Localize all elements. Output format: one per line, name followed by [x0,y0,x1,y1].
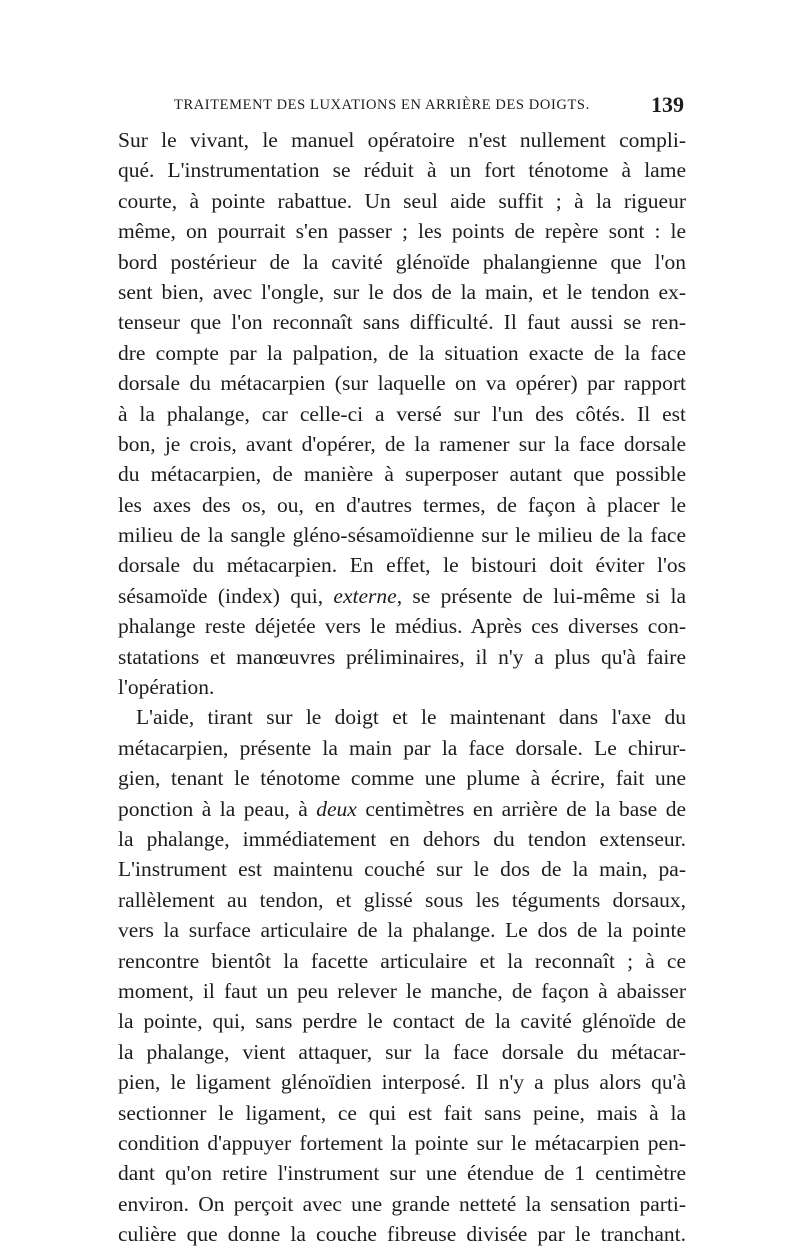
text-line [118,581,686,611]
text-line: tenseur que l'on reconnaît sans difficulté. Il faut aussi se ren- [118,310,686,335]
text-line: moment, il faut un peu relever le manche, de façon à abaisser [118,978,686,1003]
text-line: qué. L'instrumentation se réduit à un fort ténotome à lame [118,158,686,183]
running-title: TRAITEMENT DES LUXATIONS EN ARRIÈRE DES DOIGTS. [174,97,590,113]
text-line: à la phalange, car celle-ci a versé sur l'un des côtés. Il est [118,401,686,426]
text-segment: ponction à la peau, à [118,796,317,821]
paragraph-start-line: L'aide, tirant sur le doigt et le maintenant dans l'axe du [136,705,686,730]
text-line: bon, je crois, avant d'opérer, de la ramener sur la face dorsale [118,431,686,456]
text-line: condition d'appuyer fortement la pointe sur le métacarpien pen- [118,1130,686,1155]
text-line: bord postérieur de la cavité glénoïde phalangienne que l'on [118,249,686,274]
paragraph-end-line: l'opération. [118,675,215,700]
text-line: Sur le vivant, le manuel opératoire n'est nullement compli- [118,128,686,152]
body-text [118,125,686,1249]
text-line: vers la surface articulaire de la phalange. Le dos de la pointe [118,918,686,943]
text-line: sectionner le ligament, ce qui est fait sans peine, mais à la [118,1100,686,1125]
text-segment: centimètres en arrière de la base de [356,796,686,821]
text-line: les axes des os, ou, en d'autres termes, de façon à placer le [118,492,686,517]
text-line: dant qu'on retire l'instrument sur une étendue de 1 centimètre [118,1161,686,1186]
text-line: courte, à pointe rabattue. Un seul aide suffit ; à la rigueur [118,188,686,213]
text-line: la phalange, vient attaquer, sur la face dorsale du métacar- [118,1039,686,1064]
text-line [118,794,686,824]
text-line: sent bien, avec l'ongle, sur le dos de la main, et le tendon ex- [118,279,686,304]
text-line: culière que donne la couche fibreuse divisée par le tranchant. [118,1222,686,1247]
text-line: milieu de la sangle gléno-sésamoïdienne sur le milieu de la face [118,523,686,548]
text-line: environ. On perçoit avec une grande netteté la sensation parti- [118,1191,686,1216]
text-segment: , se présente de lui-même si la [396,583,686,608]
text-line: la pointe, qui, sans perdre le contact de la cavité glénoïde de [118,1009,686,1034]
italic-word: externe [333,583,397,608]
text-line: statations et manœuvres préliminaires, il n'y a plus qu'à faire [118,644,686,669]
text-segment: sésamoïde (index) qui, [118,583,334,608]
text-line: dre compte par la palpation, de la situation exacte de la face [118,340,686,365]
page-number: 139 [651,92,684,117]
text-line: la phalange, immédiatement en dehors du tendon extenseur. [118,826,686,851]
text-line: rallèlement au tendon, et glissé sous les téguments dorsaux, [118,887,686,912]
text-line: phalange reste déjetée vers le médius. Après ces diverses con- [118,614,686,639]
text-line: du métacarpien, de manière à superposer autant que possible [118,462,686,487]
text-line: dorsale du métacarpien. En effet, le bistouri doit éviter l'os [118,553,686,578]
text-line: pien, le ligament glénoïdien interposé. Il n'y a plus alors qu'à [118,1070,686,1095]
running-head [118,90,686,120]
italic-word: deux [316,796,357,821]
text-line: rencontre bientôt la facette articulaire et la reconnaît ; à ce [118,948,686,973]
text-line: même, on pourrait s'en passer ; les points de repère sont : le [118,219,686,244]
text-line: L'instrument est maintenu couché sur le dos de la main, pa- [118,857,686,882]
text-line: métacarpien, présente la main par la face dorsale. Le chirur- [118,735,686,760]
text-line: gien, tenant le ténotome comme une plume à écrire, fait une [118,766,686,791]
text-line: dorsale du métacarpien (sur laquelle on va opérer) par rapport [118,371,686,396]
